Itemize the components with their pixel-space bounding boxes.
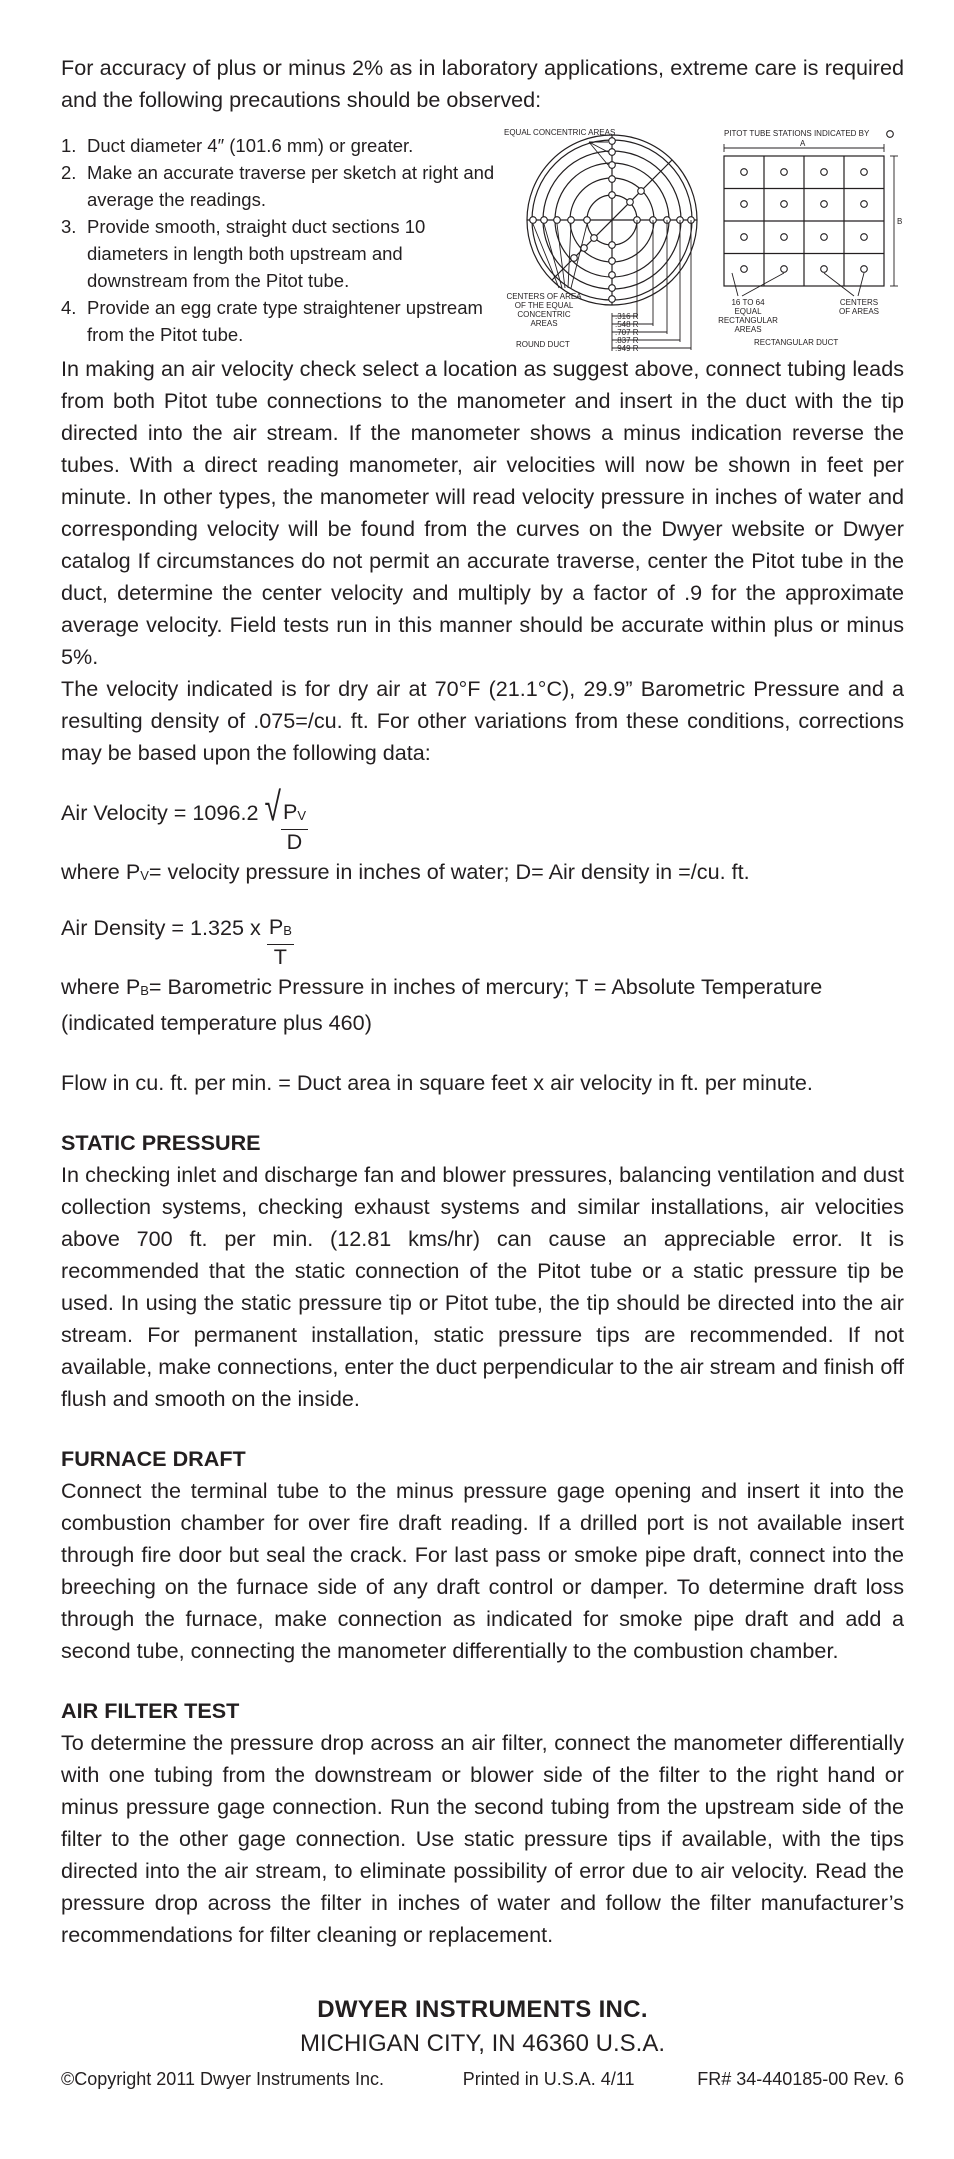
fraction-denominator: D (286, 829, 303, 854)
where-subscript: B (140, 983, 149, 998)
static-pressure-text: In checking inlet and discharge fan and blower pressures, balancing ventilation and dust collection systems, checking exhaust systems and similar installations, air velocities above 700 ft. per min. (12.81 kms/hr) can cause an appreciable error. It is recommended that the static connection of the Pitot tube or a static pressure tip be used. In using the static pressure tip or Pitot tube, the tip should be directed into the air stream. For permanent installation, static pressure tips are recommended. If not available, make connections, enter the duct perpendicular to the air stream and finish off flush and smooth on the inside. (61, 1162, 904, 1411)
stations-label: PITOT TUBE STATIONS INDICATED BY (724, 129, 870, 138)
velocity-check-paragraph: In making an air velocity check select a location as suggest above, connect tubing leads from both Pitot tube connections to the manometer and insert in the duct with the tip directed into the air stream. If the manometer shows a minus indication reverse the tubes. With a direct reading manometer, air velocities will now be shown in feet per minute. In other types, the manometer will read velocity pressure in inches of water and corresponding velocity will be found from the curves on the Dwyer website or Dwyer catalog If circumstances do not permit an accurate traverse, center the Pitot tube in the duct, determine the center velocity and multiply by a factor of .9 for the approximate average velocity. Field tests run in this manner should be accurate within plus or minus 5%. (61, 356, 904, 669)
square-root-sign: √ (264, 785, 281, 830)
footer (61, 1993, 904, 2093)
precautions-list (61, 132, 501, 348)
where-prefix: where P (61, 974, 141, 999)
where-text: = Barometric Pressure in inches of mercury; T = Absolute Temperature (indicated temperature plus 460) (61, 974, 823, 1035)
radius-label: .548 R (615, 320, 639, 329)
radius-label: .316 R (615, 312, 639, 321)
precaution-item (61, 132, 501, 159)
radius-label: .707 R (615, 328, 639, 337)
air-density-formula (61, 914, 904, 969)
copyright-text: ©Copyright 2011 Dwyer Instruments Inc. (61, 2069, 385, 2089)
dry-air-paragraph: The velocity indicated is for dry air at 70°F (21.1°C), 29.9” Barometric Pressure and a resulting density of .075=/cu. ft. For other variations from these conditions, corrections may be based upon the following data: (61, 676, 904, 765)
static-pressure-heading: STATIC PRESSURE (61, 1130, 261, 1155)
rectangular-duct-figure (714, 128, 904, 353)
intro-paragraph: For accuracy of plus or minus 2% as in laboratory applications, extreme care is required and the following precautions should be observed: (61, 55, 904, 112)
precautions-section (61, 128, 904, 353)
equal-rect-areas-label: 16 TO 64 EQUAL RECTANGULAR AREAS (718, 298, 778, 334)
numerator-symbol: P (268, 914, 284, 939)
where-text: = velocity pressure in inches of water; D= Air density in =/cu. ft. (148, 859, 750, 884)
air-velocity-formula (61, 785, 904, 854)
centers-label: CENTERS OF AREA OF THE EQUAL CONCENTRIC AREAS (506, 292, 582, 328)
company-name: DWYER INSTRUMENTS INC. (317, 1996, 648, 2023)
furnace-draft-heading: FURNACE DRAFT (61, 1446, 246, 1471)
fraction-denominator: T (273, 944, 287, 969)
numerator-subscript: V (297, 808, 307, 823)
form-number: FR# 34-440185-00 Rev. 6 (697, 2069, 904, 2089)
round-duct-figure (504, 128, 714, 353)
formula-lhs: Air Density = 1.325 x (61, 915, 261, 940)
precautions-list-container (61, 128, 501, 353)
radius-label: .949 R (615, 344, 639, 353)
precaution-number: 4. (61, 297, 77, 318)
precaution-text: Provide smooth, straight duct sections 10 diameters in length both upstream and downstream from the Pitot tube. (87, 216, 426, 291)
precaution-text: Provide an egg crate type straightener upstream from the Pitot tube. (87, 297, 483, 345)
rectangular-duct-caption: RECTANGULAR DUCT (754, 338, 839, 347)
copyright-line (61, 2065, 904, 2093)
precaution-item (61, 294, 501, 348)
round-duct-caption: ROUND DUCT (516, 340, 570, 349)
centers-of-areas-label: CENTERS OF AREAS (838, 298, 879, 316)
dimension-a-label: A (800, 139, 806, 148)
fraction-numerator (267, 914, 294, 945)
where-prefix: where P (61, 859, 141, 884)
precaution-item (61, 159, 501, 213)
formula-lhs: Air Velocity = 1096.2 (61, 800, 259, 825)
flow-formula-line: Flow in cu. ft. per min. = Duct area in square feet x air velocity in ft. per minute. (61, 1070, 813, 1095)
fraction (267, 914, 294, 969)
furnace-draft-text: Connect the terminal tube to the minus pressure gage opening and insert it into the combustion chamber for over fire draft reading. If a drilled port is not available insert through fire door but seal the crack. For last pass or smoke pipe draft, connect into the breeching on the furnace side of any draft control or damper. To determine draft loss through the furnace, make connection as indicated for smoke pipe draft and add a second tube, connecting the manometer differentially to the combustion chamber. (61, 1478, 904, 1663)
precaution-item (61, 213, 501, 294)
precaution-number: 1. (61, 135, 77, 156)
air-filter-test-text: To determine the pressure drop across an air filter, connect the manometer differentially with one tubing from the downstream or blower side of the filter to the right hand or minus pressure gage connection. Run the second tubing from the upstream side of the filter to the other gage connection. Use static pressure tips if available, with the tips directed into the air stream, to eliminate possibility of error due to air velocity. Read the pressure drop across the filter in inches of water and follow the filter manufacturer’s recommendations for filter cleaning or replacement. (61, 1730, 904, 1947)
traverse-figures (504, 128, 904, 353)
numerator-subscript: B (283, 923, 292, 938)
printed-text: Printed in U.S.A. 4/11 (462, 2069, 635, 2089)
company-address: MICHIGAN CITY, IN 46360 U.S.A. (299, 2030, 665, 2057)
air-filter-test-heading: AIR FILTER TEST (61, 1698, 240, 1723)
fraction-numerator (281, 799, 308, 830)
where-subscript: V (140, 868, 149, 883)
precaution-text: Duct diameter 4″ (101.6 mm) or greater. (87, 135, 414, 156)
fraction (281, 799, 308, 854)
velocity-where-line (61, 856, 904, 892)
radius-label: .837 R (615, 336, 639, 345)
numerator-symbol: P (282, 799, 298, 824)
precaution-number: 2. (61, 162, 77, 183)
equal-areas-label: EQUAL CONCENTRIC AREAS (504, 128, 616, 137)
document-page (61, 52, 904, 2093)
dimension-b-label: B (897, 217, 903, 226)
precaution-number: 3. (61, 216, 77, 237)
density-where-line (61, 971, 904, 1039)
precaution-text: Make an accurate traverse per sketch at right and average the readings. (87, 162, 495, 210)
